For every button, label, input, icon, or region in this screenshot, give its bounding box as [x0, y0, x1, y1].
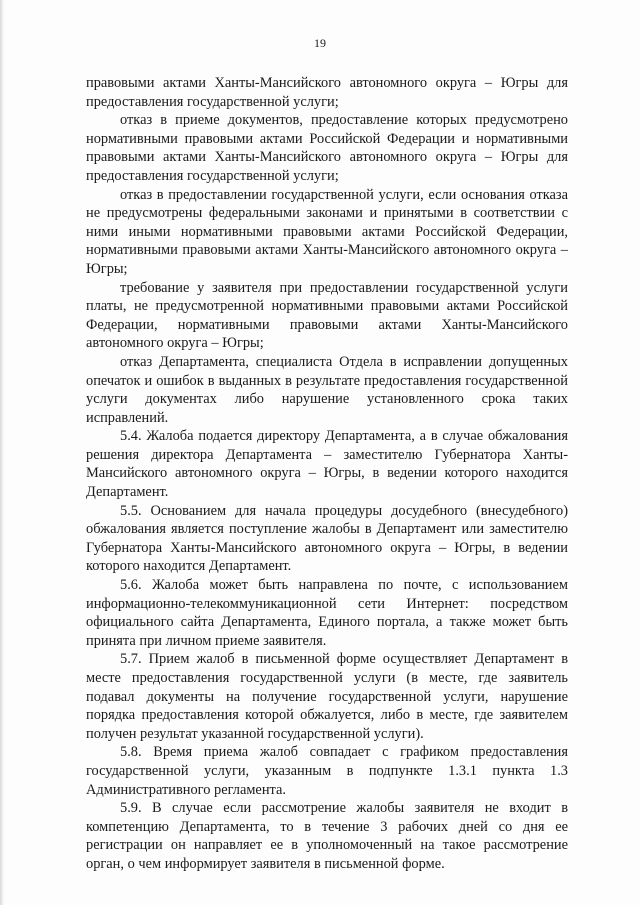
paragraph-refusal-documents: отказ в приеме документов, предоставление которых предусмотрено нормативными правовыми актами Российской Федерации и нормативными правовыми актами Ханты-Мансийского автономного округа – Югры для предоставления государственной услуги;	[86, 112, 568, 184]
document-body	[86, 74, 568, 874]
paragraph-fee-requirement: требование у заявителя при предоставлении государственной услуги платы, не предусмотренной нормативными правовыми актами Российской Федерации, нормативными правовыми актами Ханты-Мансийского автономного округа – Югры;	[86, 279, 568, 352]
paragraph-5-8: 5.8. Время приема жалоб совпадает с графиком предоставления государственной услуги, указанным в подпункте 1.3.1 пункта 1.3 Административного регламента.	[86, 744, 568, 798]
paragraph-refusal-service: отказ в предоставлении государственной услуги, если основания отказа не предусмотрены федеральными законами и принятыми в соответствии с ними иными нормативными правовыми актами Российской Федерации, нормативными правовыми актами Ханты-Мансийского автономного округа – Югры;	[86, 186, 568, 277]
paragraph-5-6: 5.6. Жалоба может быть направлена по почте, с использованием информационно-телекоммуникационной сети Интернет: посредством официального сайта Департамента, Единого портала, а также может быть принята при личном приеме заявителя.	[86, 577, 568, 649]
paragraph-correction-refusal: отказ Департамента, специалиста Отдела в исправлении допущенных опечаток и ошибок в выданных в результате предоставления государственной услуги документах либо нарушение установленного срока таких исправлений.	[86, 353, 568, 426]
paragraph-5-5: 5.5. Основанием для начала процедуры досудебного (внесудебного) обжалования является поступление жалобы в Департамент или заместителю Губернатора Ханты-Мансийского автономного округа – Югры, в ведении которого находится Департамент.	[86, 502, 568, 575]
paragraph-5-7: 5.7. Прием жалоб в письменной форме осуществляет Департамент в месте предоставления государственной услуги (в месте, где заявитель подавал документы на получение государственной услуги, нарушение порядка предоставления которой обжалуется, либо в месте, где заявителем получен результат указанной государственной услуги).	[86, 651, 568, 742]
paragraph-5-9: 5.9. В случае если рассмотрение жалобы заявителя не входит в компетенцию Департамента, то в течение 3 рабочих дней со дня ее регистрации он направляет ее в уполномоченный на такое рассмотрение орган, о чем информирует заявителя в письменной форме.	[86, 800, 568, 872]
scan-edge	[0, 0, 4, 905]
paragraph-5-4: 5.4. Жалоба подается директору Департамента, а в случае обжалования решения директора Департамента – заместителю Губернатора Ханты-Мансийского автономного округа – Югры, в ведении которого находится Департамент.	[86, 428, 568, 501]
paragraph-continuation: правовыми актами Ханты-Мансийского автономного округа – Югры для предоставления государственной услуги;	[86, 75, 568, 110]
page-number: 19	[314, 36, 326, 50]
